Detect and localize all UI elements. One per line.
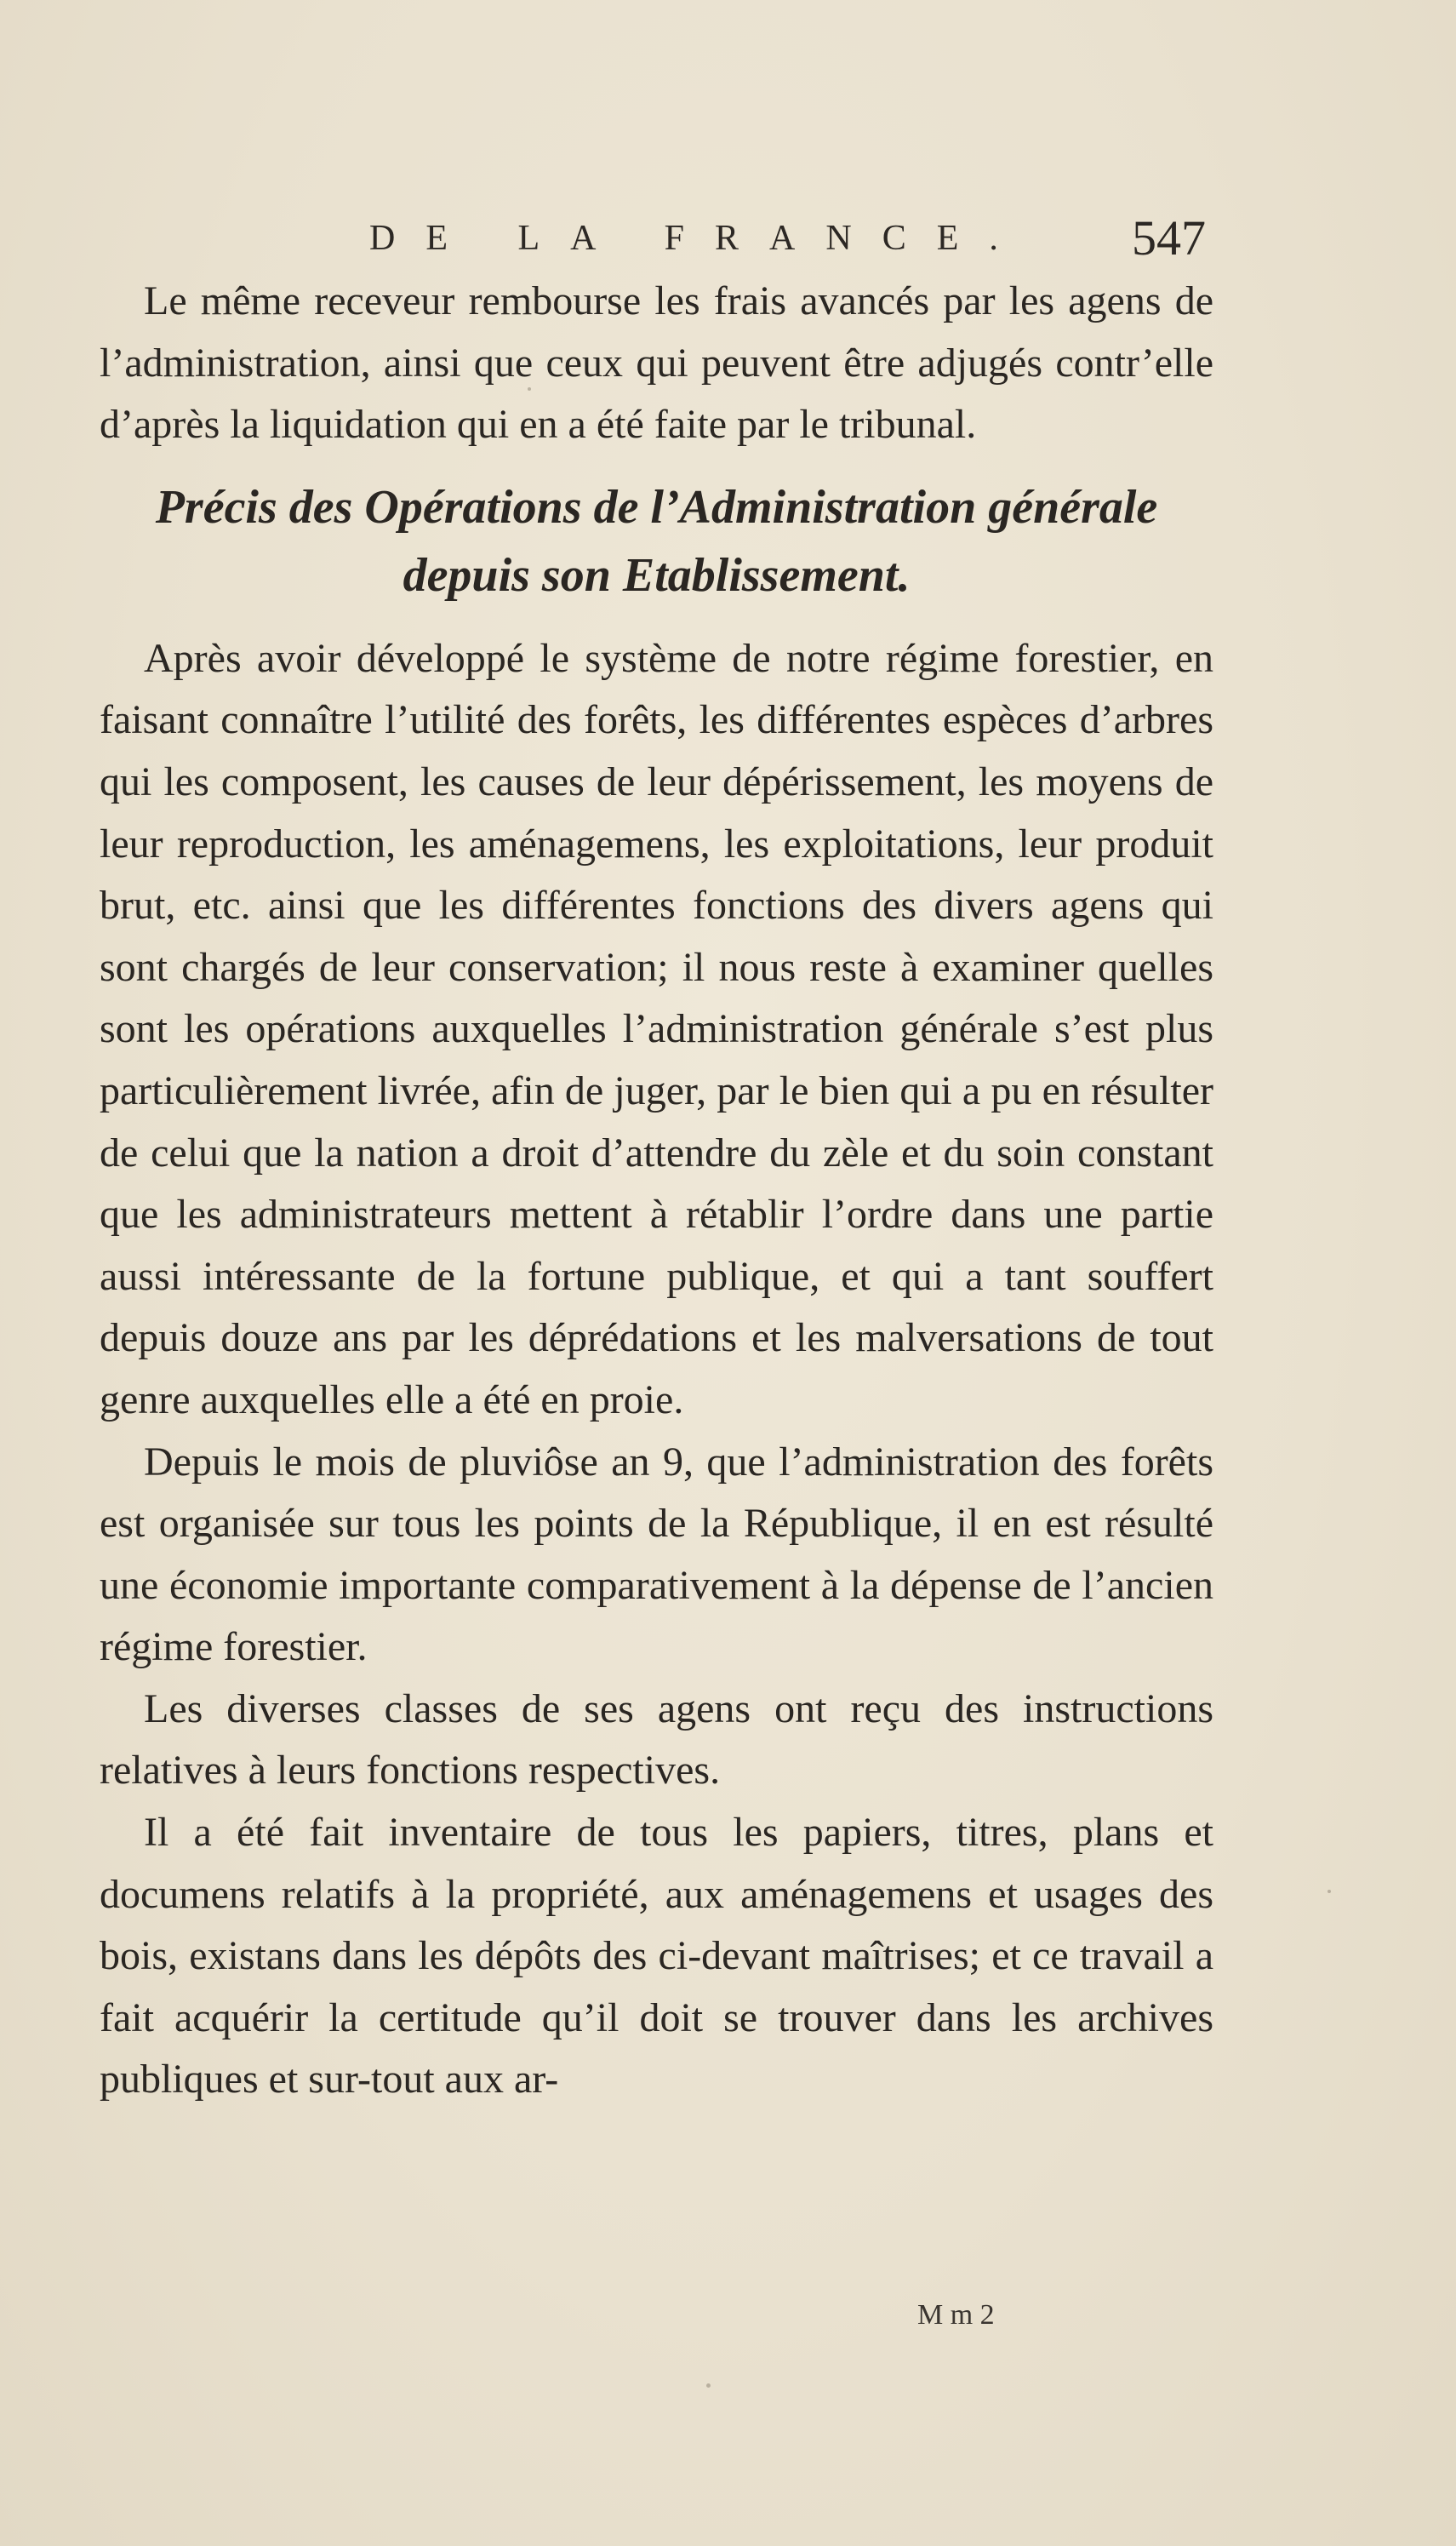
paper-speck (1328, 1890, 1331, 1893)
page-header (0, 209, 1456, 268)
section-heading: Précis des Opérations de l’Administration générale depuis son Etablissement. (155, 480, 1158, 602)
paragraph-instructions: Les diverses classes de ses agens ont reçu des instructions relatives à leurs fonctions respectives. (100, 1685, 1213, 1794)
paper-speck (528, 387, 531, 391)
text-block (100, 271, 1213, 2111)
page-number: 547 (1132, 210, 1206, 266)
paragraph-inventory: Il a été fait inventaire de tous les papiers, titres, plans et documens relatifs à la propriété, aux aménagemens et usages des bois, existans dans les dépôts des ci-devant maîtrises; et ce travail a fait acquérir la certitude qu’il doit se trouver dans les archives publiques et sur-tout aux ar- (100, 1810, 1213, 2103)
running-head: DE LA FRANCE. (369, 219, 1029, 258)
paper-speck (706, 2383, 711, 2388)
paragraph-forest-regime: Après avoir développé le système de notre régime forestier, en faisant connaître l’utilité des forêts, les différentes espèces d’arbres qui les composent, les causes de leur dépérissement, les moyens de leur reproduction, les aménagemens, les exploitations, leur produit brut, etc. ainsi que les différentes fonctions des divers agens qui sont chargés de leur conservation; il nous reste à examiner quelles sont les opérations auxquelles l’administration générale s’est plus particulièrement livrée, afin de juger, par le bien qui a pu en résulter de celui que la nation a droit d’attendre du zèle et du soin constant que les administrateurs mettent à rétablir l’ordre dans une partie aussi intéressante de la fortune publique, et qui a tant souffert depuis douze ans par les déprédations et les malversations de tout genre auxquelles elle a été en proie. (100, 635, 1213, 1422)
paragraph-reimbursement: Le même receveur rembourse les frais avancés par les agens de l’administration, ainsi que ceux qui peuvent être adjugés contr’elle d’après la liquidation qui en a été faite par le tribunal. (100, 278, 1213, 448)
signature-mark: M m 2 (917, 2299, 995, 2331)
paragraph-pluviose: Depuis le mois de pluviôse an 9, que l’administration des forêts est organisée sur tous les points de la République, il en est résulté une économie importante comparativement à la dépense de l’ancien régime forestier. (100, 1439, 1213, 1670)
